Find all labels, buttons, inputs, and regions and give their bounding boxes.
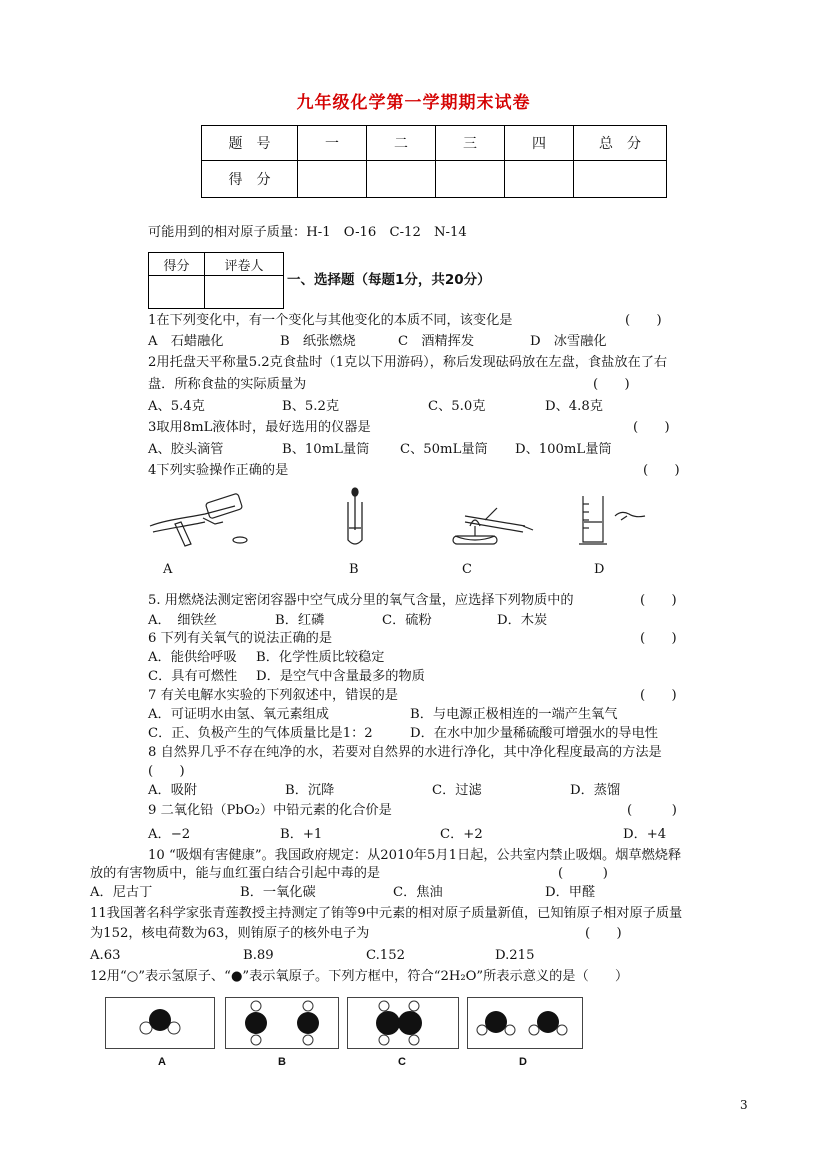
molecule-diagram bbox=[226, 998, 338, 1048]
option: C．正、负极产生的气体质量比是1：2 bbox=[148, 726, 373, 741]
option: A．尼古丁 bbox=[90, 885, 153, 900]
answer-paren: ( ) bbox=[640, 688, 677, 703]
question-6: 6 下列有关氧气的说法正确的是 bbox=[148, 631, 333, 646]
score-table bbox=[201, 125, 667, 198]
question-12: 12用“○”表示氢原子、“●”表示氧原子。下列方框中，符合“2H₂O”所表示意义的是（ ） bbox=[90, 969, 629, 984]
score-row-label: 得 分 bbox=[202, 161, 298, 198]
option: A.63 bbox=[90, 948, 121, 963]
molecule-box-a bbox=[105, 997, 215, 1049]
option: B．与电源正极相连的一端产生氧气 bbox=[410, 707, 618, 722]
molecule-box-d bbox=[467, 997, 583, 1049]
grader-name-label: 评卷人 bbox=[205, 253, 284, 276]
dropper-in-tube-illustration bbox=[340, 486, 370, 550]
option: D、100mL量筒 bbox=[515, 442, 612, 457]
option: A．可证明水由氢、氧元素组成 bbox=[148, 707, 329, 722]
score-header-cell: 题 号 bbox=[202, 126, 298, 161]
option: B．红磷 bbox=[275, 613, 325, 628]
option: C 酒精挥发 bbox=[398, 334, 475, 349]
score-header-cell: 一 bbox=[298, 126, 367, 161]
option: D．木炭 bbox=[497, 613, 548, 628]
grader-score-label: 得分 bbox=[149, 253, 205, 276]
figure-label: D bbox=[594, 562, 605, 577]
option: B．沉降 bbox=[285, 783, 335, 798]
pour-liquid-illustration bbox=[145, 484, 255, 554]
option: C．过滤 bbox=[432, 783, 482, 798]
option: D．是空气中含量最多的物质 bbox=[256, 669, 425, 684]
option: C．焦油 bbox=[393, 885, 443, 900]
question-11-cont: 为152，核电荷数为63，则铕原子的核外电子为 bbox=[90, 926, 370, 941]
answer-paren: ( ) bbox=[640, 631, 677, 646]
option: D．甲醛 bbox=[545, 885, 596, 900]
score-cell bbox=[367, 161, 436, 198]
figure-label: A bbox=[158, 1056, 166, 1068]
answer-paren: ( ) bbox=[625, 313, 662, 328]
option: D 冰雪融化 bbox=[530, 334, 607, 349]
figure-label: B bbox=[278, 1056, 286, 1068]
answer-paren: ( ) bbox=[640, 593, 677, 608]
score-cell bbox=[436, 161, 505, 198]
answer-paren: ( ) bbox=[627, 803, 677, 818]
option: B．一氧化碳 bbox=[240, 885, 316, 900]
score-cell bbox=[574, 161, 667, 198]
answer-paren: ( ) bbox=[148, 764, 185, 779]
answer-paren: ( ) bbox=[593, 377, 630, 392]
option: C.152 bbox=[366, 948, 405, 963]
score-cell bbox=[298, 161, 367, 198]
question-1: 1在下列变化中，有一个变化与其他变化的本质不同，该变化是 bbox=[148, 313, 513, 328]
option: D．在水中加少量稀硫酸可增强水的导电性 bbox=[410, 726, 658, 741]
option: B、10mL量筒 bbox=[282, 442, 370, 457]
question-5: 5. 用燃烧法测定密闭容器中空气成分里的氧气含量，应选择下列物质中的 bbox=[148, 593, 574, 608]
page-number: 3 bbox=[740, 1098, 748, 1112]
page-title: 九年级化学第一学期期末试卷 bbox=[296, 93, 531, 113]
answer-paren: ( ) bbox=[558, 866, 608, 881]
figure-label: B bbox=[349, 562, 359, 577]
question-7: 7 有关电解水实验的下列叙述中，错误的是 bbox=[148, 688, 398, 703]
option: B．+1 bbox=[280, 827, 323, 842]
grader-score-cell bbox=[149, 276, 205, 309]
option: C．具有可燃性 bbox=[148, 669, 238, 684]
question-10: 10 “吸烟有害健康”。我国政府规定：从2010年5月1日起，公共室内禁止吸烟。烟草燃烧释 bbox=[148, 848, 682, 863]
question-2-cont: 盘．所称食盐的实际质量为 bbox=[148, 377, 307, 392]
option: A 石蜡融化 bbox=[148, 334, 224, 349]
score-header-cell: 二 bbox=[367, 126, 436, 161]
answer-paren: ( ) bbox=[633, 420, 670, 435]
option: B、5.2克 bbox=[282, 399, 340, 414]
question-2: 2用托盘天平称量5.2克食盐时（1克以下用游码），称后发现砝码放在左盘，食盐放在了右 bbox=[148, 355, 668, 370]
option: D.215 bbox=[495, 948, 535, 963]
molecule-box-b bbox=[225, 997, 339, 1049]
option: A、胶头滴管 bbox=[148, 442, 224, 457]
option: A． 细铁丝 bbox=[148, 613, 217, 628]
question-9: 9 二氧化铅（PbO₂）中铅元素的化合价是 bbox=[148, 803, 392, 818]
option: A．能供给呼吸 bbox=[148, 650, 237, 665]
option: B 纸张燃烧 bbox=[280, 334, 356, 349]
option: B.89 bbox=[243, 948, 274, 963]
score-header-cell: 四 bbox=[505, 126, 574, 161]
score-cell bbox=[505, 161, 574, 198]
answer-paren: ( ) bbox=[643, 463, 680, 478]
option: C．硫粉 bbox=[382, 613, 432, 628]
option: A、5.4克 bbox=[148, 399, 205, 414]
score-header-cell: 三 bbox=[436, 126, 505, 161]
answer-paren: ( ) bbox=[585, 926, 622, 941]
option: B．化学性质比较稳定 bbox=[256, 650, 385, 665]
option: C、50mL量筒 bbox=[400, 442, 488, 457]
question-8: 8 自然界几乎不存在纯净的水，若要对自然界的水进行净化，其中净化程度最高的方法是 bbox=[148, 745, 662, 760]
question-10-cont: 放的有害物质中，能与血红蛋白结合引起中毒的是 bbox=[90, 866, 381, 881]
molecule-diagram bbox=[348, 998, 458, 1048]
molecule-box-c bbox=[347, 997, 459, 1049]
option: A．吸附 bbox=[148, 783, 198, 798]
option: C．+2 bbox=[440, 827, 483, 842]
option: D．蒸馏 bbox=[570, 783, 621, 798]
option: D．+4 bbox=[623, 827, 667, 842]
atomic-masses: 可能用到的相对原子质量：H-1 O-16 C-12 N-14 bbox=[148, 225, 467, 240]
option: A．−2 bbox=[148, 827, 191, 842]
figure-label: C bbox=[398, 1056, 406, 1068]
option: D、4.8克 bbox=[545, 399, 603, 414]
molecule-diagram bbox=[468, 998, 582, 1048]
option: C、5.0克 bbox=[428, 399, 486, 414]
figure-label: D bbox=[519, 1056, 527, 1068]
question-11: 11我国著名科学家张青莲教授主持测定了铕等9中元素的相对原子质量新值，已知铕原子相对原子质量 bbox=[90, 906, 683, 921]
section-heading: 一、选择题（每题1分，共20分） bbox=[287, 272, 491, 288]
grader-name-cell bbox=[205, 276, 284, 309]
score-header-cell: 总 分 bbox=[574, 126, 667, 161]
heating-tube-illustration bbox=[435, 486, 535, 550]
question-3: 3取用8mL液体时，最好选用的仪器是 bbox=[148, 420, 371, 435]
grader-box bbox=[148, 252, 284, 309]
figure-label: C bbox=[462, 562, 472, 577]
molecule-diagram bbox=[106, 998, 214, 1048]
figure-label: A bbox=[163, 562, 173, 577]
read-cylinder-illustration bbox=[575, 486, 655, 550]
question-4: 4下列实验操作正确的是 bbox=[148, 463, 289, 478]
